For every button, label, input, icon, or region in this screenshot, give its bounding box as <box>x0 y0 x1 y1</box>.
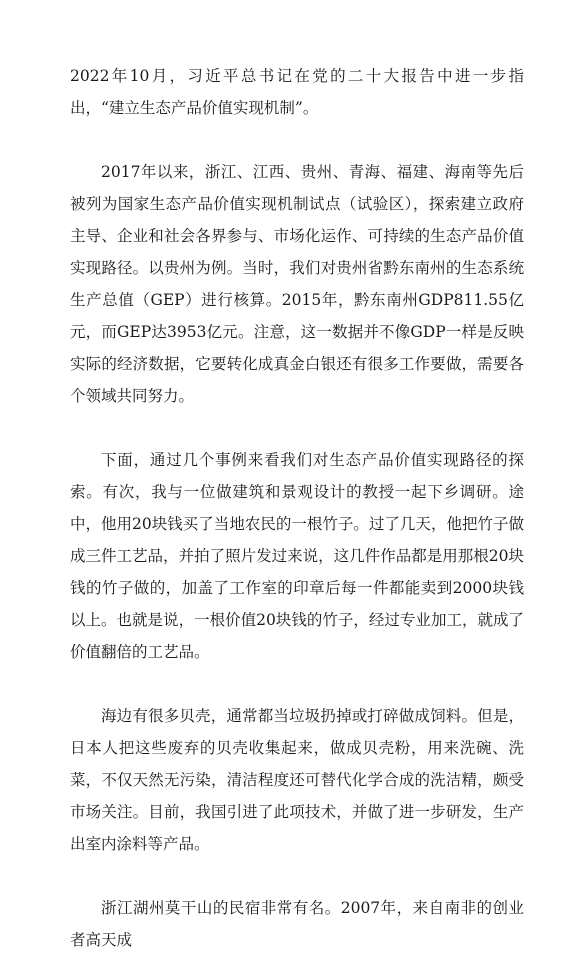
paragraph-shell-example: 海边有很多贝壳，通常都当垃圾扔掉或打碎做成饲料。但是，日本人把这些废弃的贝壳收集起来，做成贝壳粉，用来洗碗、洗菜，不仅天然无污染，清洁程度还可替代化学合成的洗洁精，颇受市场关注。目前，我国引进了此项技术，并做了进一步研发，生产出室内涂料等产品。 <box>70 707 524 853</box>
paragraph-spacer <box>70 668 524 700</box>
paragraph-spacer <box>70 412 524 444</box>
paragraph-bamboo-example: 下面，通过几个事例来看我们对生态产品价值实现路径的探索。有次，我与一位做建筑和景观设计的教授一起下乡调研。途中，他用20块钱买了当地农民的一根竹子。过了几天，他把竹子做成三件工艺品，并拍了照片发过来说，这几件作品都是用那根20块钱的竹子做的，加盖了工作室的印章后每一件都能卖到2000块钱以上。也就是说，一根价值20块钱的竹子，经过专业加工，就成了价值翻倍的工艺品。 <box>70 451 524 661</box>
paragraph-moganshan: 浙江湖州莫干山的民宿非常有名。2007年，来自南非的创业者高天成 <box>70 899 524 949</box>
paragraph-pilot-zones: 2017年以来，浙江、江西、贵州、青海、福建、海南等先后被列为国家生态产品价值实现机制试点（试验区），探索建立政府主导、企业和社会各界参与、市场化运作、可持续的生态产品价值实现路径。以贵州为例。当时，我们对贵州省黔东南州的生态系统生产总值（GEP）进行核算。2015年，黔东南州GDP811.55亿元，而GEP达3953亿元。注意，这一数据并不像GDP一样是反映实际的经济数据，它要转化成真金白银还有很多工作要做，需要各个领域共同努力。 <box>70 163 524 405</box>
paragraph-spacer <box>70 124 524 156</box>
paragraph-intro: 2022年10月，习近平总书记在党的二十大报告中进一步指出，“建立生态产品价值实现机制”。 <box>70 67 524 117</box>
paragraph-spacer <box>70 860 524 892</box>
